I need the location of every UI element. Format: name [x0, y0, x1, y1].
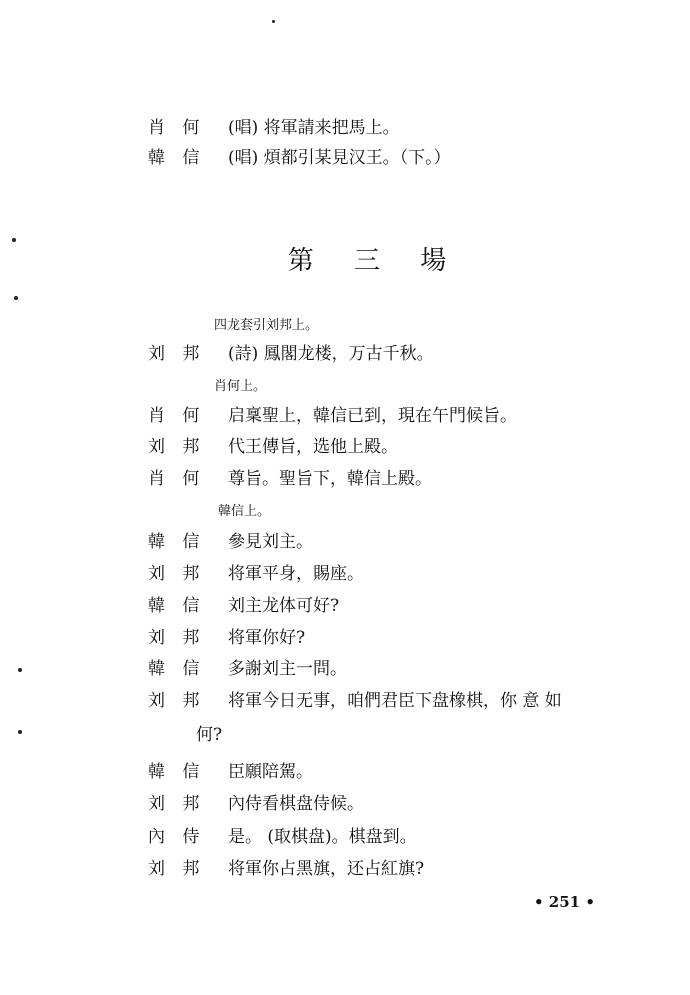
speaker-name: 韓 信: [148, 532, 206, 552]
speaker-name: 內 侍: [148, 827, 206, 847]
speaker-name: 肖 何: [148, 406, 206, 426]
speaker-name: 刘 邦: [148, 628, 206, 648]
speaker-name: 刘 邦: [148, 691, 206, 711]
dialogue-text: (詩) 鳳閣龙楼，万古千秋。: [228, 344, 434, 364]
speaker-name: 刘 邦: [148, 794, 206, 814]
page-number: • 251 •: [534, 893, 595, 911]
dialogue-text: 參見刘主。: [228, 532, 313, 552]
dialogue-text: 将軍平身，賜座。: [228, 564, 364, 584]
dialogue-text: 尊旨。聖旨下，韓信上殿。: [228, 469, 432, 489]
margin-mark: [14, 296, 18, 300]
speaker-name: 肖 何: [148, 118, 206, 138]
dialogue-text: 何?: [196, 725, 223, 745]
dialogue-text: 是。 (取棋盘)。棋盘到。: [228, 827, 417, 847]
dialogue-text: 內侍看棋盘侍候。: [228, 794, 364, 814]
dialogue-text: 臣願陪駕。: [228, 762, 313, 782]
speaker-name: 肖 何: [148, 469, 206, 489]
margin-mark: [18, 730, 22, 734]
dialogue-text: 将軍你占黑旗，还占紅旗?: [228, 859, 425, 879]
speaker-name: 刘 邦: [148, 437, 206, 457]
dialogue-text: 将軍你好?: [228, 628, 306, 648]
speaker-name: 韓 信: [148, 596, 206, 616]
speaker-name: 韓 信: [148, 762, 206, 782]
dialogue-text: (唱) 煩都引某見汉王。（下。）: [228, 148, 451, 168]
dialogue-text: 代王傳旨，选他上殿。: [228, 437, 398, 457]
speaker-name: 刘 邦: [148, 344, 206, 364]
speaker-name: 刘 邦: [148, 859, 206, 879]
speaker-name: 刘 邦: [148, 564, 206, 584]
dialogue-text: (唱) 将軍請来把馬上。: [228, 118, 400, 138]
dialogue-text: 将軍今日无事，咱們君臣下盘橡棋，你 意 如: [228, 691, 562, 711]
stage-direction: 肖何上。: [214, 379, 267, 394]
stage-direction: 韓信上。: [218, 504, 271, 519]
dialogue-text: 多謝刘主一問。: [228, 659, 347, 679]
scene-title: 第 三 場: [287, 246, 463, 276]
speaker-name: 韓 信: [148, 659, 206, 679]
stage-direction: 四龙套引刘邦上。: [214, 318, 319, 333]
margin-mark: [18, 668, 22, 672]
margin-mark: [272, 20, 275, 23]
dialogue-text: 刘主龙体可好?: [228, 596, 340, 616]
dialogue-text: 启稟聖上，韓信已到，現在午門候旨。: [228, 406, 517, 426]
speaker-name: 韓 信: [148, 148, 206, 168]
